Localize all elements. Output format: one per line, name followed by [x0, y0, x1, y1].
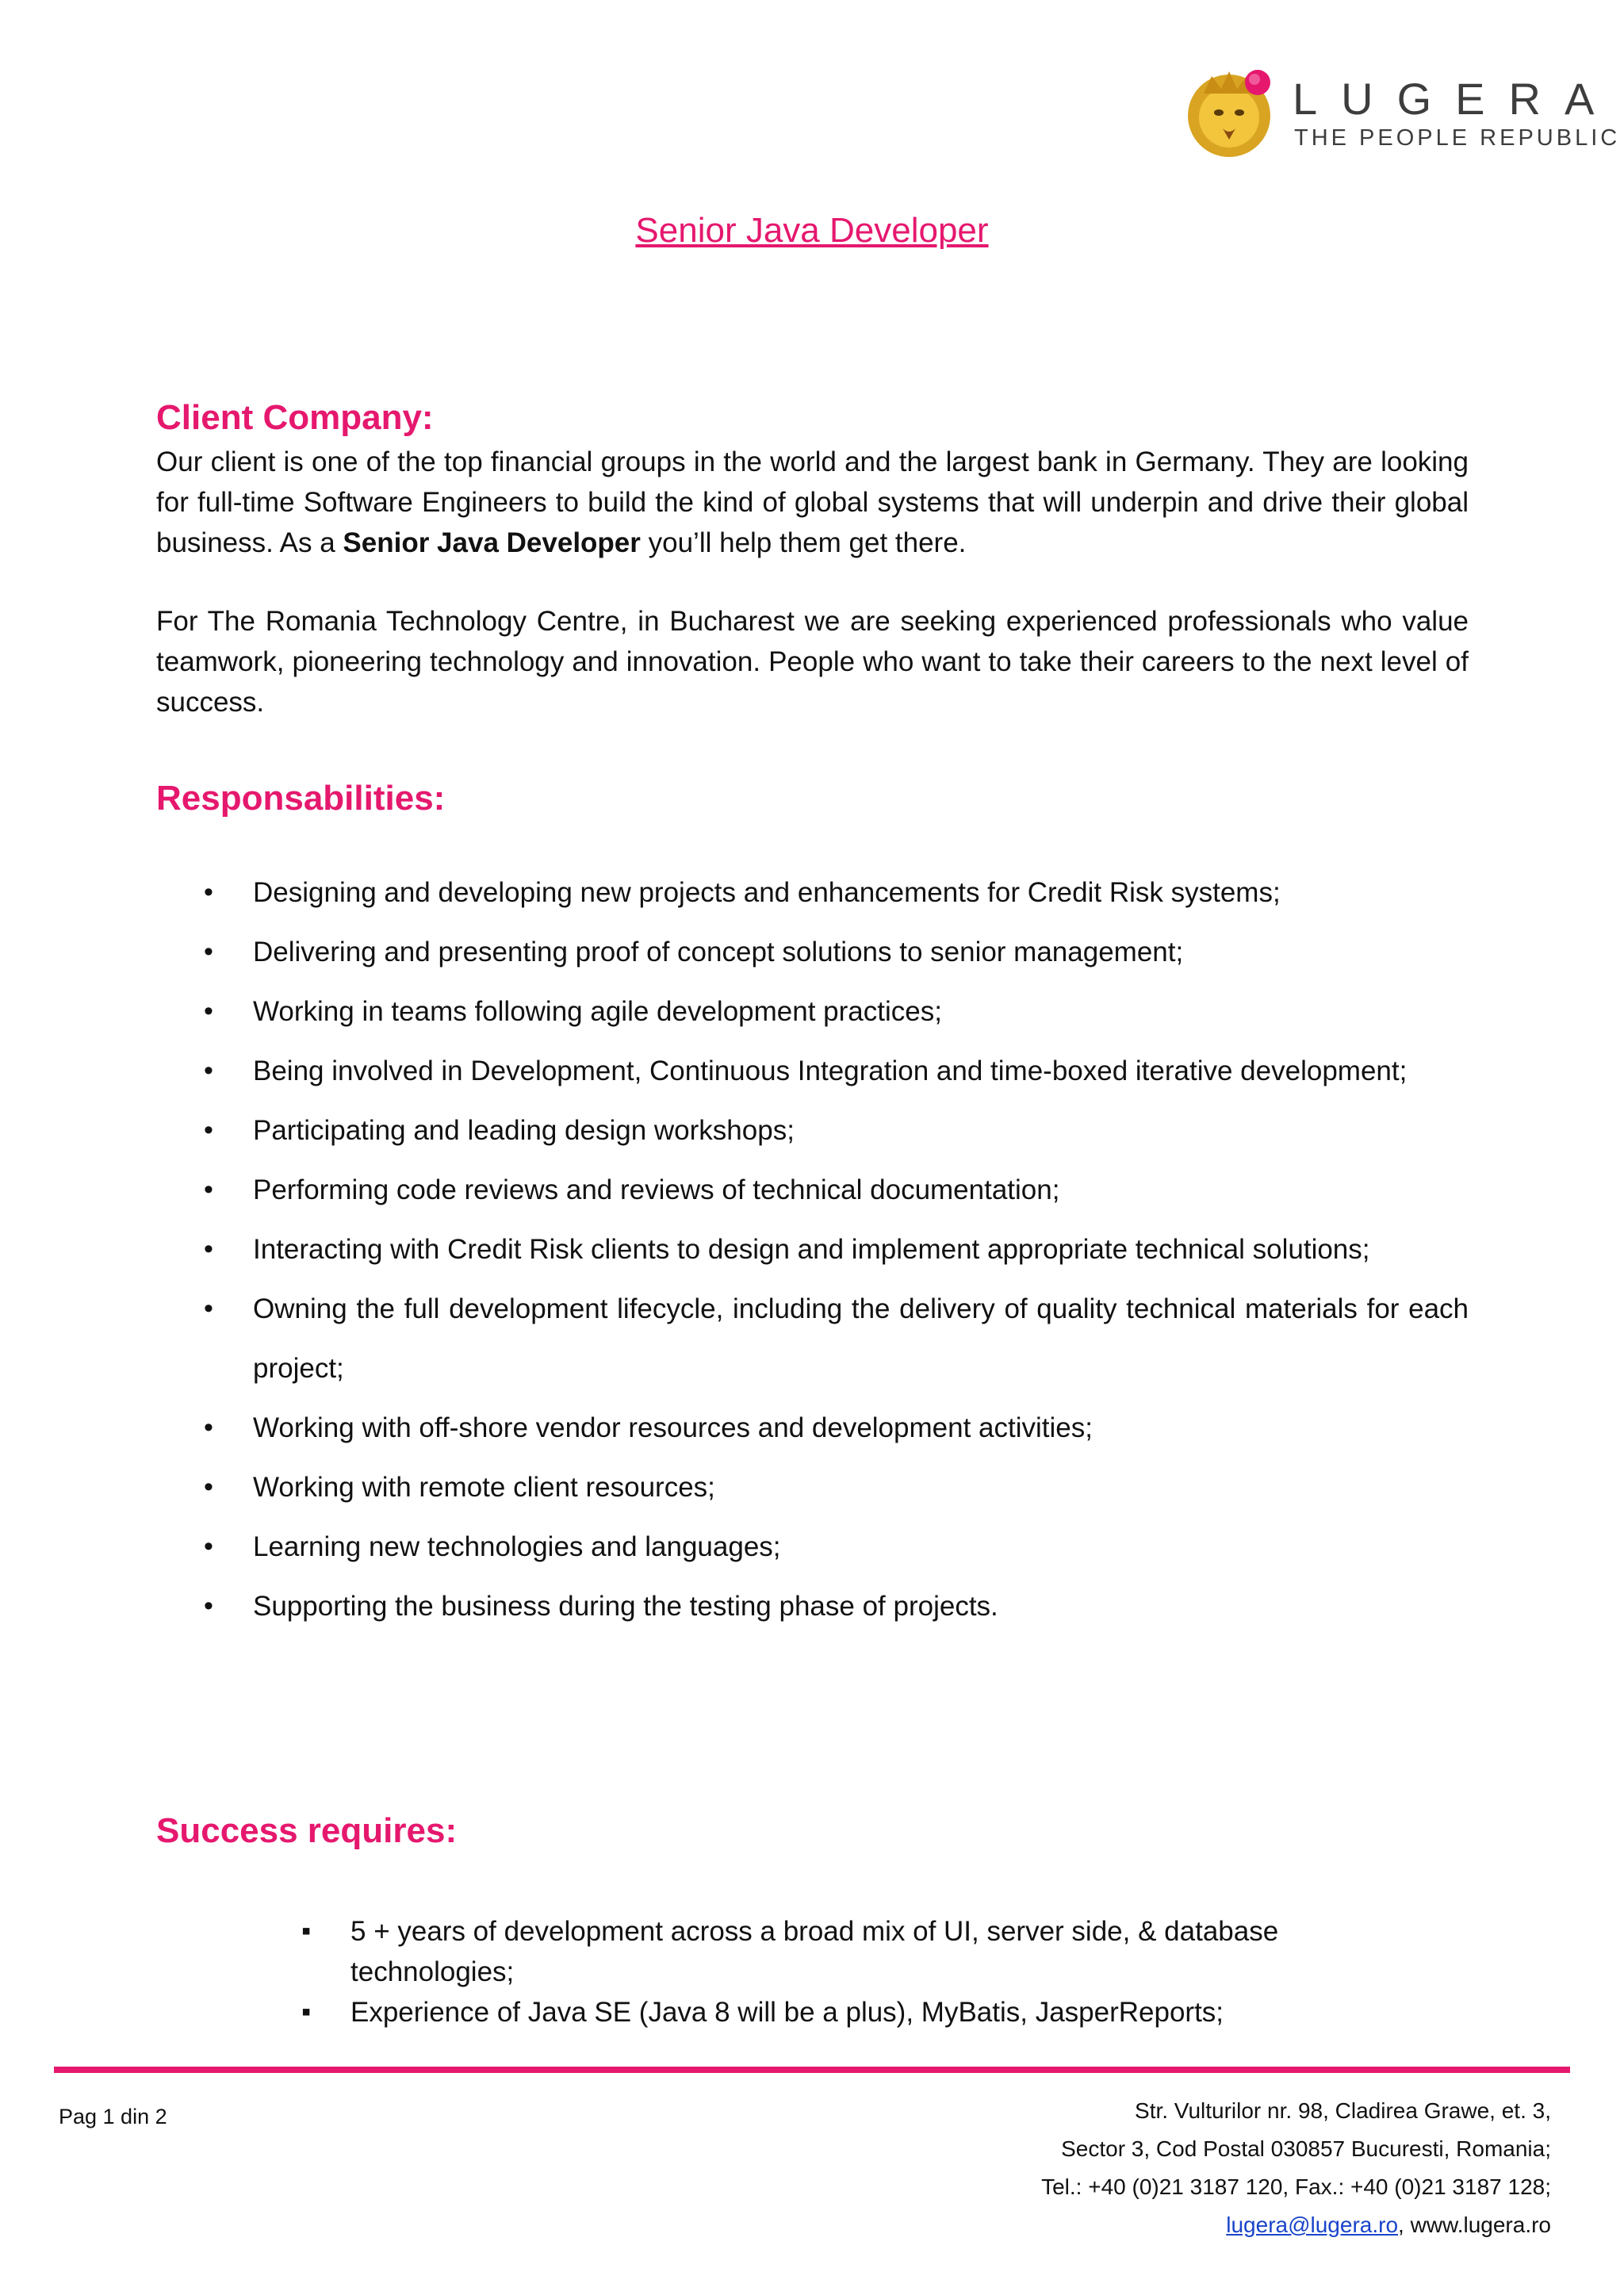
- client-description-part1: Our client is one of the top financial groups in the world and the largest bank in Germany. They are looking for full-time Software Engineers to build the kind of global systems that will underpin and drive their global business. As a: [156, 446, 1469, 558]
- responsability-item: • Supporting the business during the testing phase of projects.: [156, 1577, 1469, 1636]
- requirement-item: ▪ Experience of Java SE (Java 8 will be a plus), MyBatis, JasperReports;: [301, 1992, 1348, 2033]
- responsability-item: • Working with off-shore vendor resources and development activities;: [156, 1398, 1469, 1458]
- footer-divider: [54, 2067, 1570, 2073]
- client-company-heading: Client Company:: [156, 398, 434, 437]
- website-text: www.lugera.ro: [1410, 2213, 1551, 2237]
- address-line-street: Str. Vulturilor nr. 98, Cladirea Grawe, et. 3,: [1135, 2098, 1551, 2123]
- responsability-item: • Delivering and presenting proof of concept solutions to senior management;: [156, 922, 1469, 982]
- responsability-item: • Performing code reviews and reviews of technical documentation;: [156, 1160, 1469, 1220]
- role-name-bold: Senior Java Developer: [343, 527, 641, 558]
- logo-brand-name: LUGERA: [1293, 74, 1618, 124]
- address-line-contact: [837, 2206, 1551, 2244]
- contact-separator: ,: [1398, 2213, 1411, 2237]
- email-link[interactable]: lugera@lugera.ro: [1226, 2213, 1399, 2237]
- job-title: Senior Java Developer: [635, 211, 989, 250]
- address-line-phone: Tel.: +40 (0)21 3187 120, Fax.: +40 (0)21 3187 128;: [1041, 2174, 1551, 2199]
- responsabilities-heading: Responsabilities:: [156, 779, 446, 818]
- lugera-logo: [1182, 62, 1621, 165]
- logo-tagline: THE PEOPLE REPUBLIC: [1294, 125, 1621, 151]
- responsability-item: • Participating and leading design workshops;: [156, 1101, 1469, 1160]
- footer-address: [837, 2092, 1551, 2244]
- client-description: [156, 442, 1469, 563]
- success-requires-heading: Success requires:: [156, 1811, 458, 1850]
- requirement-item: ▪ 5 + years of development across a broad mix of UI, server side, & database technologies;: [301, 1911, 1348, 1992]
- responsability-item: • Being involved in Development, Continuous Integration and time-boxed iterative development;: [156, 1041, 1469, 1101]
- responsability-item: • Owning the full development lifecycle, including the delivery of quality technical materials for each project;: [156, 1279, 1469, 1398]
- responsability-item: • Designing and developing new projects and enhancements for Credit Risk systems;: [156, 863, 1469, 922]
- responsability-item: • Interacting with Credit Risk clients to design and implement appropriate technical solutions;: [156, 1220, 1469, 1279]
- responsabilities-list: [156, 863, 1469, 1636]
- lion-head-icon: [1182, 62, 1277, 165]
- responsability-item: • Working with remote client resources;: [156, 1458, 1469, 1517]
- client-description-part2: you’ll help them get there.: [640, 527, 967, 558]
- address-line-sector: Sector 3, Cod Postal 030857 Bucuresti, Romania;: [1061, 2136, 1551, 2161]
- page-number: Pag 1 din 2: [59, 2105, 167, 2128]
- responsability-item: • Working in teams following agile development practices;: [156, 982, 1469, 1041]
- success-requirements-list: [301, 1911, 1348, 2033]
- romania-centre-paragraph: For The Romania Technology Centre, in Bucharest we are seeking experienced professionals who value teamwork, pioneering technology and innovation. People who want to take their careers to the next level of success.: [156, 606, 1469, 718]
- responsability-item: • Learning new technologies and languages;: [156, 1517, 1469, 1577]
